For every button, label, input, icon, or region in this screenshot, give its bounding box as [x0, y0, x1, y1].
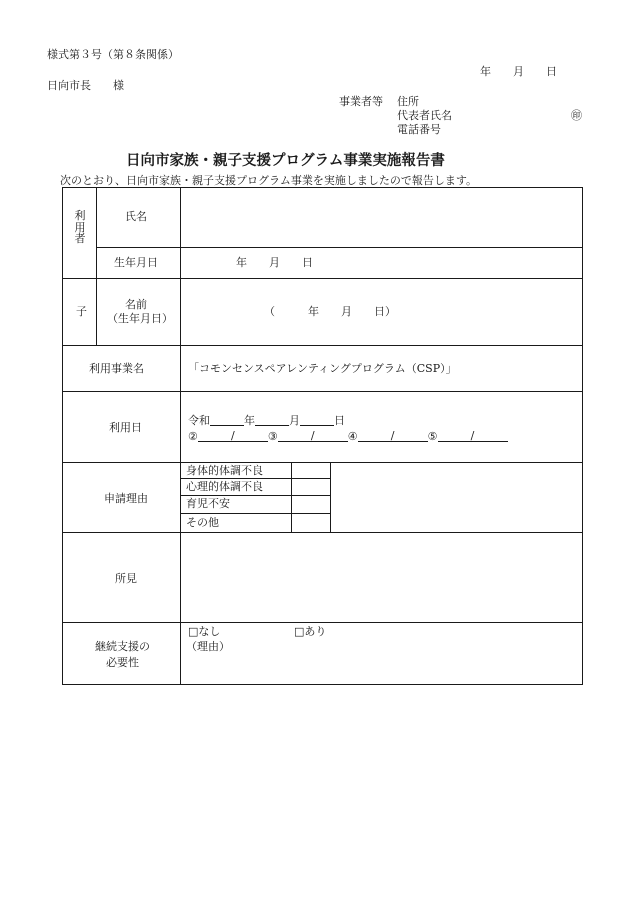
reiwa-label: 令和 — [188, 414, 210, 427]
reason-mental: 心理的体調不良 — [186, 480, 263, 493]
document-title: 日向市家族・親子支援プログラム事業実施報告書 — [126, 152, 445, 169]
continue-reason-label: （理由） — [186, 640, 230, 653]
program-label: 利用事業名 — [89, 362, 144, 375]
option-yes-checkbox[interactable]: □あり — [294, 625, 327, 638]
reason-parenting: 育児不安 — [186, 497, 230, 510]
usage-date-line1[interactable]: 令和 年 月 日 — [188, 414, 345, 427]
addressee: 日向市長 様 — [47, 79, 124, 92]
birthdate-label: 生年月日 — [114, 256, 158, 269]
name-label: 氏名 — [125, 210, 147, 223]
reason-other: その他 — [186, 516, 219, 529]
continue-label-1: 継続支援の — [95, 640, 150, 653]
address-label: 住所 — [397, 95, 419, 108]
child-name-label: 名前 — [125, 298, 147, 311]
slot-5: ⑤ — [427, 430, 438, 443]
child-label: 子 — [76, 305, 87, 318]
findings-field[interactable] — [181, 533, 582, 622]
child-birth-value[interactable]: （ 年 月 日） — [264, 305, 396, 318]
birthdate-value[interactable]: 年 月 日 — [236, 256, 313, 269]
slot-3: ③ — [267, 430, 278, 443]
usage-date-label: 利用日 — [109, 421, 142, 434]
applicant-label: 事業者等 — [339, 95, 383, 108]
continue-label-2: 必要性 — [106, 656, 139, 669]
rep-name-label: 代表者氏名 — [397, 109, 452, 122]
reason-checkbox-mental[interactable] — [292, 479, 330, 495]
slot-4: ④ — [347, 430, 358, 443]
phone-label: 電話番号 — [397, 123, 441, 136]
seal-mark: ㊞ — [571, 109, 582, 122]
slot-2: ② — [188, 430, 198, 443]
reason-label: 申請理由 — [104, 492, 148, 505]
option-none-checkbox[interactable]: □なし — [188, 625, 221, 638]
findings-label: 所見 — [115, 572, 137, 585]
usage-date-line2[interactable]: ② / ③ / ④ / ⑤ / — [188, 430, 508, 442]
reason-checkbox-other[interactable] — [292, 514, 330, 532]
user-group-label: 利用者 — [74, 209, 86, 246]
child-birth-label: （生年月日） — [107, 312, 173, 325]
form-number: 様式第３号（第８条関係） — [47, 48, 179, 61]
intro-text: 次のとおり、日向市家族・親子支援プログラム事業を実施しましたので報告します。 — [60, 174, 478, 187]
reason-checkbox-parenting[interactable] — [292, 496, 330, 513]
reason-checkbox-physical[interactable] — [292, 463, 330, 478]
reason-physical: 身体的体調不良 — [186, 464, 263, 477]
date-line: 年 月 日 — [480, 65, 557, 78]
program-value: 「コモンセンスペアレンティングプログラム（CSP）」 — [188, 362, 457, 375]
name-field[interactable] — [181, 188, 582, 247]
